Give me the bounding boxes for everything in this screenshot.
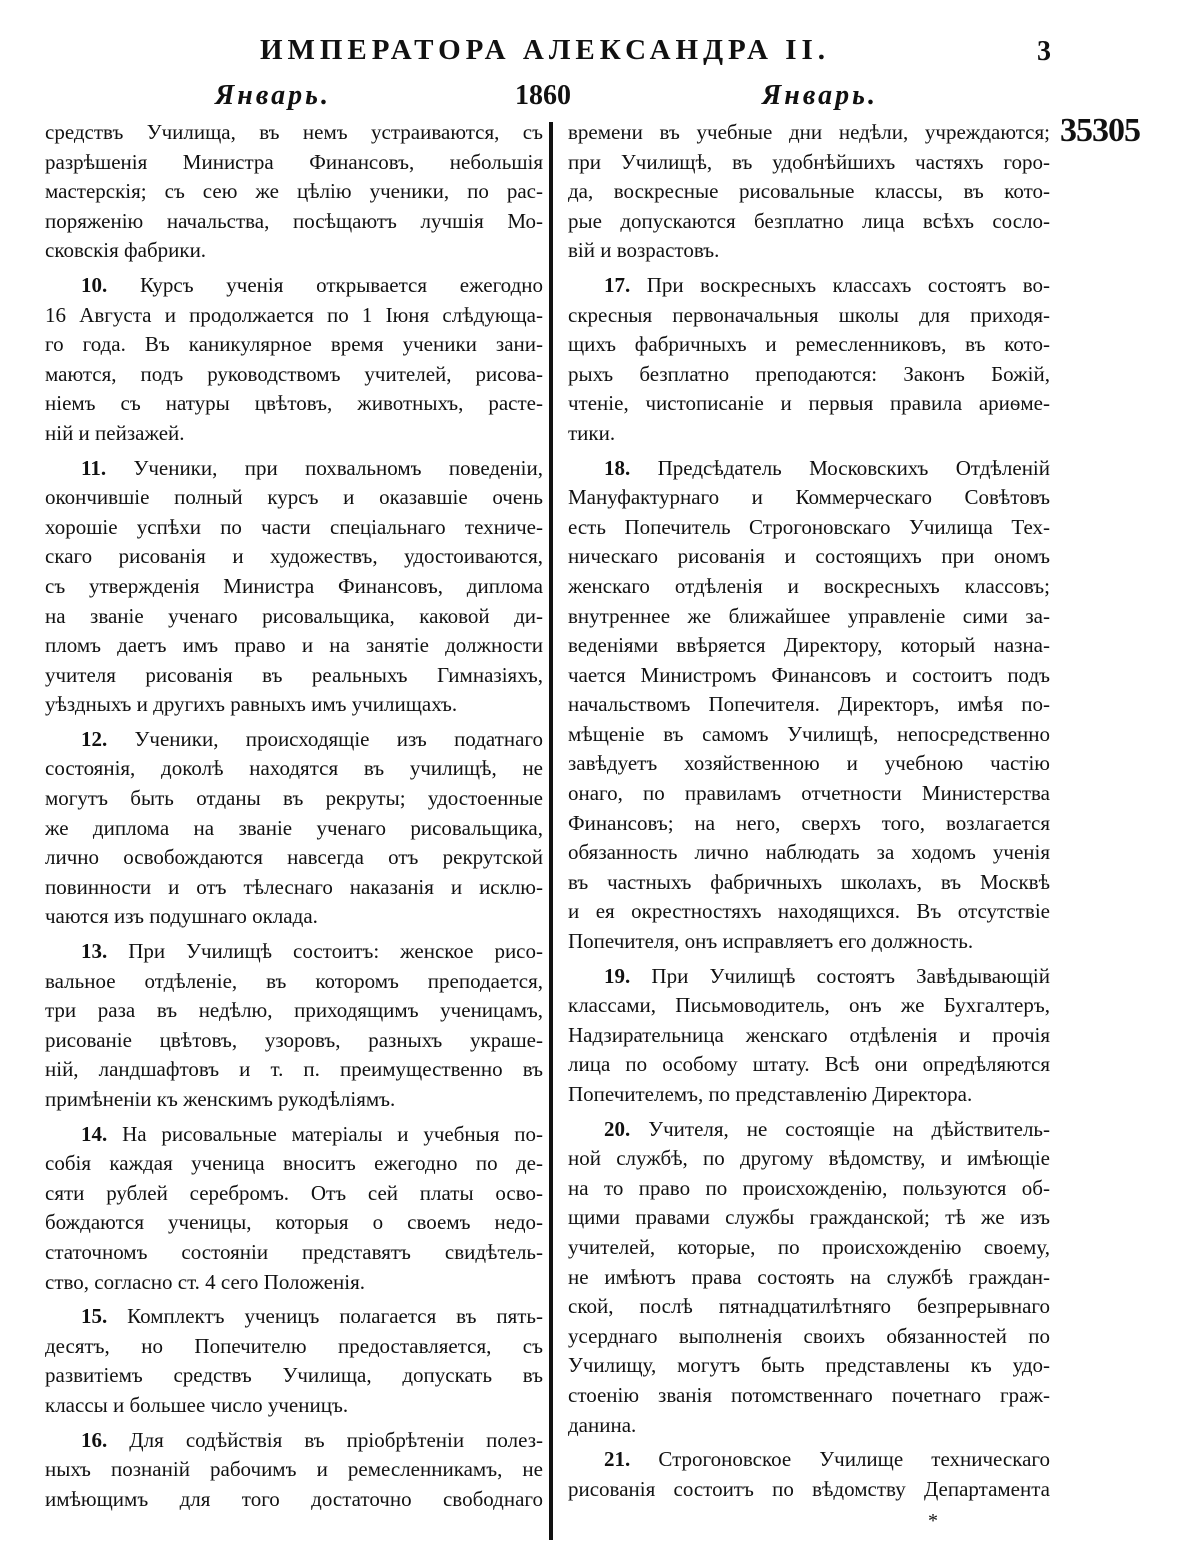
- text-line: въ частныхъ фабричныхъ школахъ, въ Москвѣ: [568, 869, 1050, 894]
- running-head-title: ИМПЕРАТОРА АЛЕКСАНДРА II.: [259, 34, 831, 66]
- text-line: 19. При Училищѣ состоятъ Завѣдывающій: [604, 963, 1050, 988]
- paragraph: [45, 454, 543, 720]
- text-line: 12. Ученики, происходящіе изъ податнаго: [81, 726, 543, 751]
- text-line: усерднаго выполненія своихъ обязанностей по: [568, 1323, 1050, 1348]
- paragraph-number: 21.: [604, 1447, 631, 1472]
- law-number: 35305: [1060, 112, 1140, 149]
- text-line: женскаго отдѣленія и воскресныхъ классовъ;: [568, 573, 1050, 598]
- text-line: развитіемъ средствъ Училища, допускать въ: [45, 1363, 543, 1388]
- paragraph: [568, 962, 1050, 1110]
- text-line: 14. На рисовальные матеріалы и учебныя по-: [81, 1121, 543, 1146]
- text-line: 10. Курсъ ученія открывается ежегодно: [81, 272, 543, 297]
- text-line: же диплома на званіе ученаго рисовальщика,: [45, 815, 543, 840]
- text-line: времени въ учебные дни недѣли, учреждаются;: [568, 120, 1050, 144]
- paragraph-number: 18.: [604, 455, 631, 480]
- text-line: Попечителя, онъ исправляетъ его должность.: [568, 929, 974, 954]
- text-line: тики.: [568, 420, 616, 445]
- text-line: примѣненіи къ женскимъ рукодѣліямъ.: [45, 1087, 396, 1111]
- text-line: скресныя первоначальныя школы для приходя-: [568, 302, 1050, 327]
- text-line: собія каждая ученица вноситъ ежегодно по де-: [45, 1151, 543, 1176]
- text-line: завѣдуетъ хозяйственною и учебною частію: [568, 751, 1050, 776]
- text-line: состоянія, доколѣ находятся въ училищѣ, не: [45, 756, 543, 781]
- text-line: вальное отдѣленіе, въ которомъ преподается,: [45, 968, 543, 993]
- text-line: поряженію начальства, посѣщаютъ лучшія Мо-: [45, 208, 543, 233]
- text-line: на званіе ученаго рисовальщика, каковой ди-: [45, 603, 543, 628]
- text-line: лично освобождаются навсегда отъ рекрутской: [45, 845, 543, 870]
- text-line: ной службѣ, по другому вѣдомству, и имѣющіе: [568, 1146, 1050, 1171]
- paragraph: [45, 1120, 543, 1298]
- text-line: 11. Ученики, при похвальномъ поведеніи,: [81, 455, 543, 480]
- paragraph: [45, 937, 543, 1115]
- paragraph: [45, 271, 543, 449]
- text-line: хорошіе успѣхи по части спеціальнаго техниче-: [45, 514, 543, 539]
- text-line: 13. При Училищѣ состоитъ: женское рисо-: [81, 939, 543, 964]
- paragraph-number: 16.: [81, 1427, 108, 1452]
- year: 1860: [515, 80, 571, 111]
- text-line: Попечителемъ, по представленію Директора.: [568, 1082, 973, 1106]
- text-line: уѣздныхъ и другихъ равныхъ имъ училищахъ.: [45, 692, 458, 717]
- text-line: три раза въ недѣлю, приходящимъ ученицамъ,: [45, 998, 543, 1023]
- signature-mark: *: [928, 1510, 938, 1532]
- text-line: ской, послѣ пятнадцатилѣтняго безпрерывнаго: [568, 1294, 1050, 1319]
- text-line: чаются изъ подушнаго оклада.: [45, 904, 318, 929]
- text-line: ническаго рисованія и состоящихъ при ономъ: [568, 544, 1050, 569]
- text-line: ній и пейзажей.: [45, 420, 185, 445]
- paragraph-number: 13.: [81, 939, 108, 964]
- text-line: маются, подъ руководствомъ учителей, рисова-: [45, 361, 543, 386]
- text-line: веденіями ввѣряется Директору, который назна-: [568, 633, 1050, 658]
- text-line: обязанность лично наблюдать за ходомъ ученія: [568, 840, 1050, 865]
- text-line: рые допускаются безплатно лица всѣхъ сосло-: [568, 208, 1050, 233]
- text-line: 17. При воскресныхъ классахъ состоятъ во-: [604, 272, 1050, 297]
- paragraph: [568, 118, 1050, 266]
- text-line: окончившіе полный курсъ и оказавшіе очень: [45, 485, 543, 510]
- text-line: Финансовъ; на него, сверхъ того, возлагается: [568, 810, 1050, 835]
- paragraph: [45, 1302, 543, 1420]
- text-line: вій и возрастовъ.: [568, 238, 720, 263]
- text-line: ныхъ познаній рабочимъ и ремесленникамъ, не: [45, 1457, 543, 1482]
- column-divider: [549, 122, 553, 1540]
- paragraph-number: 12.: [81, 726, 108, 751]
- text-line: 16 Августа и продолжается по 1 Іюня слѣдующа-: [45, 302, 543, 327]
- text-line: щими правами службы гражданской; тѣ же изъ: [568, 1205, 1050, 1230]
- paragraph: [568, 271, 1050, 449]
- paragraph-number: 14.: [81, 1121, 108, 1146]
- text-line: статочномъ состояніи представятъ свидѣтель-: [45, 1239, 543, 1264]
- text-line: 18. Предсѣдатель Московскихъ Отдѣленій: [604, 455, 1050, 480]
- text-line: рисованіе цвѣтовъ, узоровъ, разныхъ украше-: [45, 1027, 543, 1052]
- text-line: повинности и отъ тѣлеснаго наказанія и исклю-: [45, 874, 543, 899]
- text-line: щихъ фабричныхъ и ремесленниковъ, въ кото-: [568, 332, 1050, 357]
- text-line: Мануфактурнаго и Коммерческаго Совѣтовъ: [568, 485, 1050, 510]
- paragraph: [45, 118, 543, 266]
- paragraph-number: 15.: [81, 1304, 108, 1329]
- text-line: при Училищѣ, въ удобнѣйшихъ частяхъ горо-: [568, 149, 1050, 174]
- paragraph: [568, 454, 1050, 957]
- text-line: не имѣютъ права состоять на службѣ граждан-: [568, 1264, 1050, 1289]
- text-line: бождаются ученицы, которыя о своемъ недо-: [45, 1210, 543, 1235]
- text-line: на то право по происхожденію, пользуются об-: [568, 1175, 1050, 1200]
- text-line: скаго рисованія и художествъ, удостоиваются,: [45, 544, 543, 569]
- text-line: 15. Комплектъ ученицъ полагается въ пять-: [81, 1304, 543, 1329]
- text-line: чается Министромъ Финансовъ и состоитъ подъ: [568, 662, 1050, 687]
- text-line: сяти рублей серебромъ. Отъ сей платы осво-: [45, 1180, 543, 1205]
- text-line: есть Попечитель Строгоновскаго Училища Тех-: [568, 514, 1050, 539]
- text-line: съ утвержденія Министра Финансовъ, диплома: [45, 573, 543, 598]
- text-line: учителя рисованія въ реальныхъ Гимназіяхъ,: [45, 662, 543, 687]
- text-line: имѣющимъ для того достаточно свободнаго: [45, 1486, 543, 1511]
- page-number: 3: [1037, 36, 1051, 67]
- text-line: го года. Въ каникулярное время ученики зани-: [45, 332, 543, 357]
- text-line: учителей, которые, по происхожденію своему,: [568, 1234, 1050, 1259]
- text-line: Надзирательница женскаго отдѣленія и прочія: [568, 1022, 1050, 1047]
- text-line: могутъ быть отданы въ рекруты; удостоенные: [45, 786, 543, 811]
- text-line: классами, Письмоводитель, онъ же Бухгалтеръ,: [568, 993, 1050, 1018]
- text-line: сковскія фабрики.: [45, 238, 207, 263]
- left-column: [45, 118, 543, 1514]
- month-right: Январь.: [762, 80, 878, 111]
- text-line: пломъ даетъ имъ право и на занятіе должности: [45, 633, 543, 658]
- paragraph-number: 17.: [604, 272, 631, 297]
- text-line: 16. Для содѣйствія въ пріобрѣтеніи полез-: [81, 1427, 543, 1452]
- text-line: стоенію званія потомственнаго почетнаго граж-: [568, 1382, 1050, 1407]
- paragraph: [45, 725, 543, 932]
- text-line: рыхъ безплатно преподаются: Законъ Божій,: [568, 361, 1050, 386]
- text-line: данина.: [568, 1412, 637, 1437]
- text-line: да, воскресные рисовальные классы, въ кото-: [568, 179, 1050, 204]
- right-column: [568, 118, 1050, 1504]
- paragraph: [568, 1115, 1050, 1441]
- text-line: классы и большее число ученицъ.: [45, 1392, 349, 1417]
- text-line: ніемъ съ натуры цвѣтовъ, животныхъ, расте-: [45, 391, 543, 416]
- text-line: мѣщеніе въ самомъ Училищѣ, непосредственно: [568, 721, 1050, 746]
- text-line: десятъ, но Попечителю предоставляется, съ: [45, 1333, 543, 1358]
- paragraph-number: 20.: [604, 1116, 631, 1141]
- text-line: и ея окрестностяхъ находящихся. Въ отсутствіе: [568, 899, 1050, 924]
- paragraph-number: 11.: [81, 455, 107, 480]
- text-line: онаго, по правиламъ отчетности Министерства: [568, 781, 1050, 806]
- text-line: мастерскія; съ сею же цѣлію ученики, по рас-: [45, 179, 543, 204]
- text-line: ство, согласно ст. 4 сего Положенія.: [45, 1269, 366, 1294]
- text-line: 21. Строгоновское Училище техническаго: [604, 1447, 1050, 1472]
- text-line: разрѣшенія Министра Финансовъ, небольшія: [45, 149, 543, 174]
- paragraph: [45, 1426, 543, 1515]
- text-line: лица по особому штату. Всѣ они опредѣляются: [568, 1052, 1050, 1077]
- paragraph: [568, 1445, 1050, 1504]
- text-line: рисованія состоитъ по вѣдомству Департамента: [568, 1476, 1050, 1501]
- text-line: ній, ландшафтовъ и т. п. преимущественно въ: [45, 1057, 543, 1082]
- text-line: Училищу, могутъ быть представлены къ удо-: [568, 1353, 1050, 1378]
- text-line: начальствомъ Попечителя. Директоръ, имѣя по-: [568, 692, 1050, 717]
- text-line: внутреннее же ближайшее управленіе сими за-: [568, 603, 1050, 628]
- month-left: Январь.: [215, 80, 331, 111]
- paragraph-number: 10.: [81, 272, 108, 297]
- text-line: чтеніе, чистописаніе и первыя правила ариѳме-: [568, 391, 1050, 416]
- text-line: 20. Учителя, не состоящіе на дѣйствитель-: [604, 1116, 1050, 1141]
- paragraph-number: 19.: [604, 963, 631, 988]
- text-line: средствъ Училища, въ немъ устраиваются, съ: [45, 120, 543, 144]
